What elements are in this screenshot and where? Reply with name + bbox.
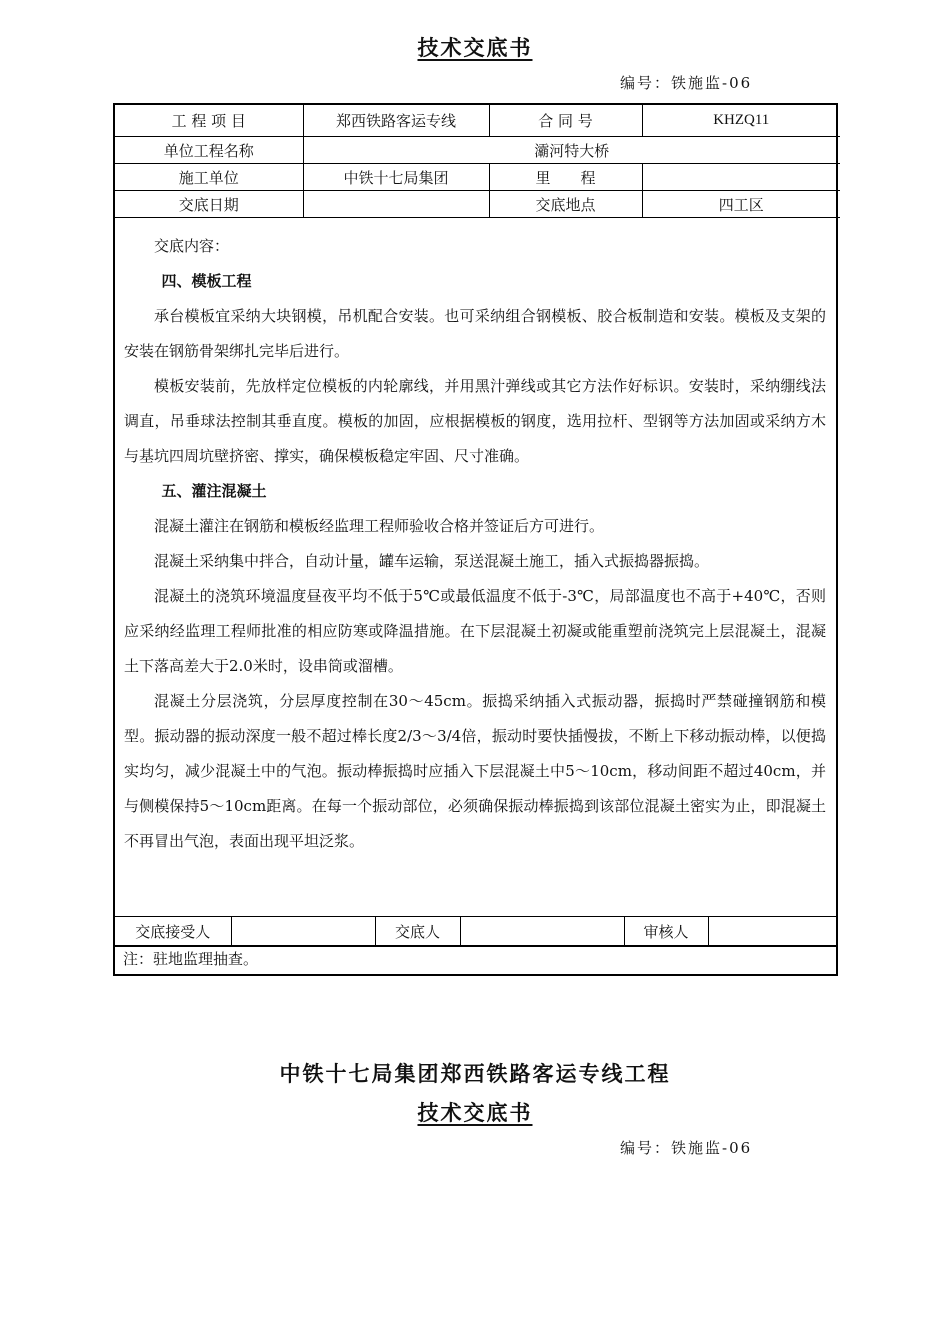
- project-value: 郑西铁路客运专线: [303, 105, 489, 137]
- header-table: [115, 105, 840, 218]
- project-label: 工 程 项 目: [115, 105, 303, 137]
- mileage-value: [642, 164, 840, 191]
- content-label: 交底内容：: [154, 237, 230, 255]
- issuer-label: 交底人: [375, 917, 460, 947]
- contractor-label: 施工单位: [115, 164, 303, 191]
- section-4-paragraph: 模板安装前，先放样定位模板的内轮廓线，并用黑汁弹线或其它方法作好标识。安装时，采纳绷线法调直，吊垂球法控制其垂直度。模板的加固，应根据模板的钢度，选用拉杆、型钢等方法加固或采纳方木与基坑四周坑壁挤密、撑实，确保模板稳定牢固、尺寸准确。: [124, 377, 826, 465]
- section-4-title: 四、模板工程: [161, 272, 252, 290]
- issuer-signature: [460, 917, 624, 947]
- location-value: 四工区: [642, 191, 840, 218]
- signature-table: [115, 916, 836, 947]
- document-serial-2: 编号：铁施监-06: [620, 1139, 753, 1157]
- document-serial: 编号：铁施监-06: [620, 74, 753, 92]
- section-5-paragraph: 混凝土灌注在钢筋和模板经监理工程师验收合格并签证后方可进行。: [154, 517, 605, 535]
- contract-label: 合 同 号: [489, 105, 642, 137]
- contractor-value: 中铁十七局集团: [303, 164, 489, 191]
- header-row-project: [115, 105, 840, 137]
- section-5-paragraph: 混凝土分层浇筑，分层厚度控制在30～45cm。振捣采纳插入式振动器，振捣时严禁碰撞钢筋和模型。振动器的振动深度一般不超过棒长度2/3～3/4倍，振动时要快插慢拔，不断上下移动振动棒，以便捣实均匀，减少混凝土中的气泡。振动棒振捣时应插入下层混凝土中5～10cm，移动间距不超过40cm，并与侧模保持5～10cm距离。在每一个振动部位，必须确保振动棒振捣到该部位混凝土密实为止，即混凝土不再冒出气泡，表面出现平坦泛浆。: [124, 692, 826, 850]
- header-row-contractor: [115, 164, 840, 191]
- section-5-paragraph: 混凝土的浇筑环境温度昼夜平均不低于5℃或最低温度不低于-3℃，局部温度也不高于+40℃，否则应采纳经监理工程师批准的相应防寒或降温措施。在下层混凝土初凝或能重塑前浇筑完上层混凝土，混凝土下落高差大于2.0米时，设串筒或溜槽。: [124, 587, 826, 675]
- section-5-title: 五、灌注混凝土: [161, 482, 267, 500]
- receiver-signature: [231, 917, 375, 947]
- unit-project-label: 单位工程名称: [115, 137, 303, 164]
- date-value: [303, 191, 489, 218]
- header-row-date: [115, 191, 840, 218]
- date-label: 交底日期: [115, 191, 303, 218]
- section-5-paragraph: 混凝土采纳集中拌合，自动计量，罐车运输，泵送混凝土施工，插入式振捣器振捣。: [154, 552, 710, 570]
- reviewer-signature: [708, 917, 836, 947]
- contract-value: KHZQ11: [642, 105, 840, 137]
- footnote: 注：驻地监理抽查。: [115, 945, 836, 974]
- organization-title: 中铁十七局集团郑西铁路客运专线工程: [279, 1061, 671, 1086]
- unit-project-value: 灞河特大桥: [303, 137, 840, 164]
- header-row-unit: [115, 137, 840, 164]
- document-title-2: 技术交底书: [417, 1100, 533, 1125]
- reviewer-label: 审核人: [624, 917, 708, 947]
- location-label: 交底地点: [489, 191, 642, 218]
- section-4-paragraph: 承台模板宜采纳大块钢模，吊机配合安装。也可采纳组合钢模板、胶合板制造和安装。模板及支架的安装在钢筋骨架绑扎完毕后进行。: [124, 307, 826, 360]
- signature-row: [115, 917, 836, 947]
- disclosure-form: [113, 103, 838, 976]
- document-title: 技术交底书: [417, 35, 533, 60]
- receiver-label: 交底接受人: [115, 917, 231, 947]
- disclosure-content: [115, 221, 836, 916]
- mileage-label: 里 程: [489, 164, 642, 191]
